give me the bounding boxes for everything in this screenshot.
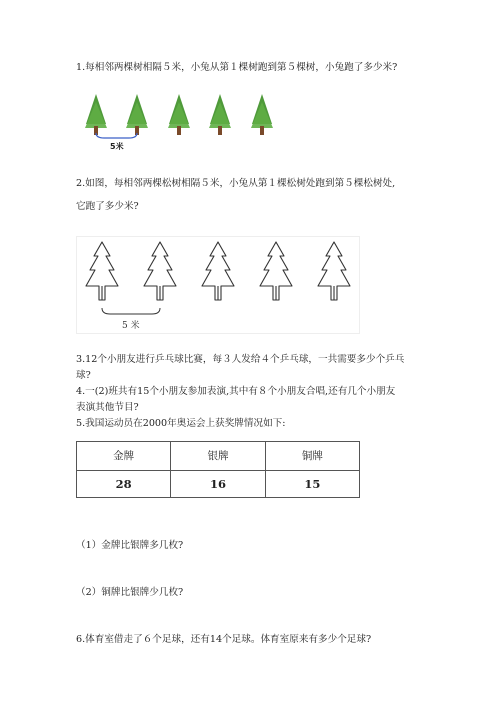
pine-tree-icon [260, 242, 292, 300]
pine-tree-icon [318, 242, 350, 300]
header-bronze: 铜牌 [265, 442, 359, 471]
question-5: 5.我国运动员在2000年奥运会上获奖牌情况如下: [76, 418, 286, 429]
value-silver: 16 [171, 470, 265, 497]
medal-table-header-row [77, 442, 360, 471]
distance-label: 5 米 [122, 321, 140, 331]
question-1: 1.每相邻两棵树相隔５米，小兔从第１棵树跑到第５棵树，小兔跑了多少米? [76, 62, 398, 73]
distance-label: 5米 [110, 142, 124, 151]
tree-icon [251, 94, 273, 135]
value-gold: 28 [77, 470, 171, 497]
header-silver: 银牌 [171, 442, 265, 471]
medal-table-value-row [77, 470, 360, 497]
question-3-line-1: 3.12个小朋友进行乒乓球比赛，每３人发给４个乒乓球，一共需要多少个乒乓 [76, 354, 405, 365]
question-2-line-2: 它跑了多少米? [76, 201, 139, 212]
tree-icon [126, 94, 148, 135]
distance-bracket [102, 308, 160, 314]
value-bronze: 15 [265, 470, 359, 497]
pine-tree-icon [144, 242, 176, 300]
question-3-line-2: 球? [76, 370, 91, 381]
header-gold: 金牌 [77, 442, 171, 471]
q1-tree-figure [80, 92, 290, 152]
distance-bracket [96, 133, 137, 138]
tree-icon [209, 94, 231, 135]
question-4-line-2: 表演其他节目? [76, 402, 139, 413]
tree-icon [85, 94, 107, 135]
pine-tree-icon [86, 242, 118, 300]
question-4-line-1: 4.一(2)班共有15个小朋友参加表演,其中有８个小朋友合唱,还有几个小朋友 [76, 386, 396, 397]
medal-table [76, 441, 360, 498]
question-6: 6.体育室借走了６个足球，还有14个足球。体育室原来有多少个足球? [76, 634, 372, 645]
tree-icon [168, 94, 190, 135]
question-2-line-1: 2.如图，每相邻两棵松树相隔５米，小兔从第１棵松树处跑到第５棵松树处, [76, 178, 396, 189]
q2-pine-figure [76, 236, 360, 334]
question-5-sub-1: （1）金牌比银牌多几枚? [76, 540, 184, 551]
pine-tree-icon [202, 242, 234, 300]
question-5-sub-2: （2）铜牌比银牌少几枚? [76, 587, 184, 598]
